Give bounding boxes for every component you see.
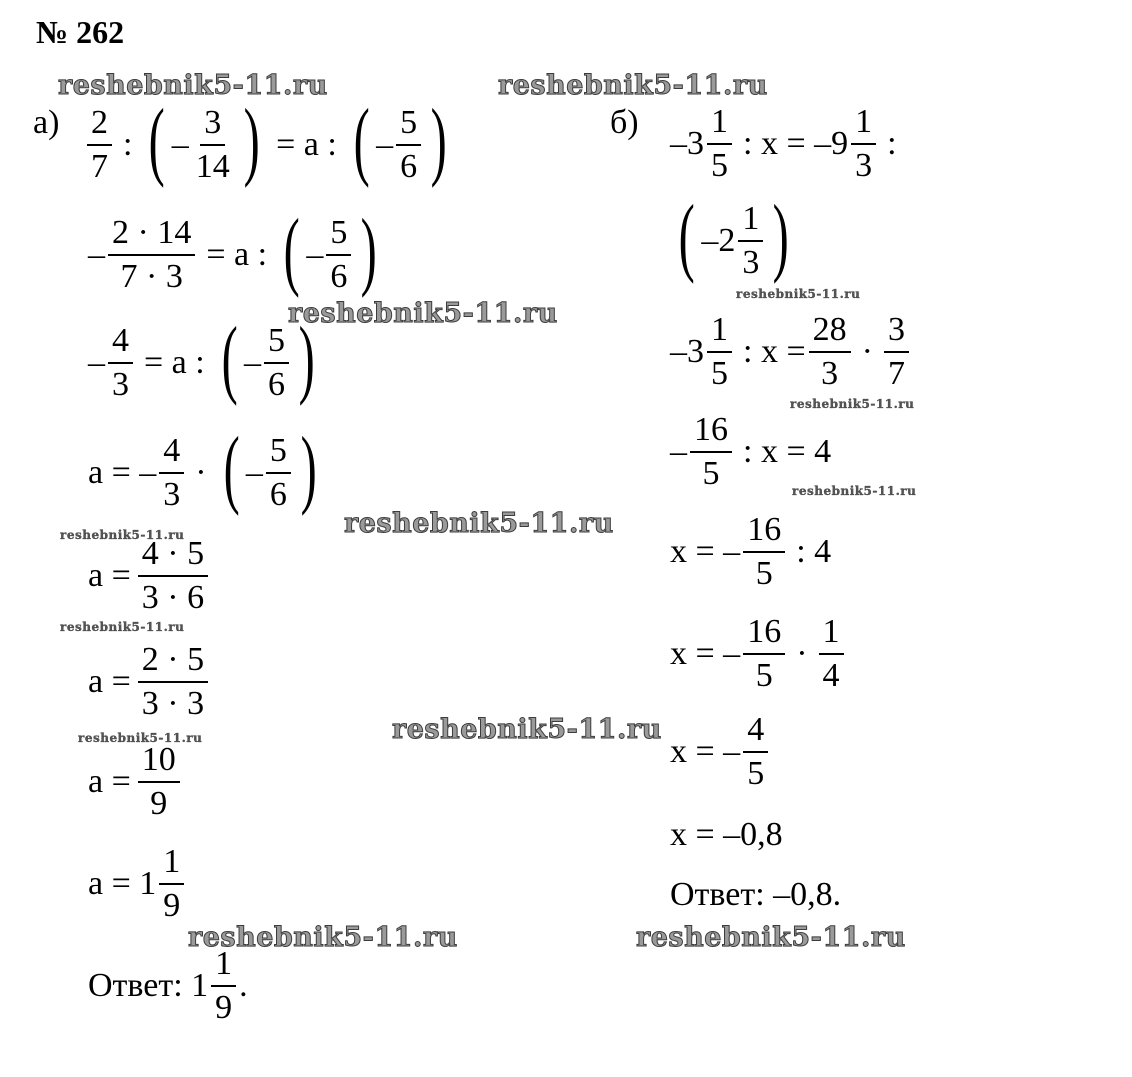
fraction: $\frac{1}{3}$ [851,104,876,183]
fraction: $\frac{2 \cdot 14}{7 \cdot 3}$ [108,215,195,294]
watermark: reshebnik5-11.ru [736,287,861,301]
part-a-line-1: $\frac{2}{7}$ : ( – $\frac{3}{14}$ ) = а : ( – $\frac{5}{6}$ ) [84,100,455,190]
watermark: reshebnik5-11.ru [792,484,917,498]
fraction: $\frac{16}{5}$ [743,512,785,591]
fraction: $\frac{2}{7}$ [87,105,112,184]
parenthesized-fraction: ( – $\frac{3}{14}$ ) [149,92,260,189]
watermark: reshebnik5-11.ru [636,922,906,953]
fraction: $\frac{28}{3}$ [809,312,851,391]
part-a-line-8: а = 1 $\frac{1}{9}$ [88,844,187,924]
watermark: reshebnik5-11.ru [498,70,768,101]
fraction: $\frac{4}{5}$ [743,712,768,791]
part-b-line-2 [670,188,798,286]
fraction: $\frac{4 \cdot 5}{3 \cdot 6}$ [138,536,208,615]
parenthesized-fraction: ( –2 $\frac{1}{3}$ ) [678,188,790,285]
part-a-line-3: – $\frac{4}{3}$ = а : ( – $\frac{5}{6}$ ) [88,318,323,408]
watermark: reshebnik5-11.ru [60,620,185,634]
fraction: $\frac{16}{5}$ [743,614,785,693]
parenthesized-fraction: ( – $\frac{5}{6}$ ) [221,310,315,407]
parenthesized-fraction: ( – $\frac{5}{6}$ ) [353,92,447,189]
part-b-line-3: –3 $\frac{1}{5}$ : х = $\frac{28}{3}$ · $\frac{3}{7}$ [670,312,912,392]
fraction: $\frac{10}{9}$ [138,742,180,821]
part-a-line-5: а = $\frac{4 \cdot 5}{3 \cdot 6}$ [88,536,211,616]
part-b-line-5: х = – $\frac{16}{5}$ : 4 [670,511,832,592]
watermark: reshebnik5-11.ru [392,714,662,745]
problem-number: № 262 [36,14,125,50]
part-a-answer: Ответ: 1 $\frac{1}{9}$ . [88,945,248,1026]
part-b-line-8: х = –0,8 [670,816,783,853]
fraction: $\frac{2 \cdot 5}{3 \cdot 3}$ [138,642,208,721]
part-a-line-7: а = $\frac{10}{9}$ [88,742,183,822]
part-b-line-6: х = – $\frac{16}{5}$ · $\frac{1}{4}$ [670,614,847,694]
parenthesized-fraction: ( – $\frac{5}{6}$ ) [223,420,317,517]
parenthesized-fraction: ( – $\frac{5}{6}$ ) [283,202,378,299]
fraction: $\frac{1}{9}$ [159,844,184,923]
watermark: reshebnik5-11.ru [188,922,458,953]
part-b-line-1: –3 $\frac{1}{5}$ : х = –9 $\frac{1}{3}$ : [670,103,897,184]
fraction: $\frac{1}{5}$ [707,104,732,183]
watermark: reshebnik5-11.ru [288,298,558,329]
fraction: $\frac{4}{3}$ [108,323,133,402]
watermark: reshebnik5-11.ru [58,70,328,101]
watermark: reshebnik5-11.ru [78,731,203,745]
part-b-label: б) [610,104,639,141]
watermark: reshebnik5-11.ru [344,508,614,539]
part-a-line-2: – $\frac{2 \cdot 14}{7 \cdot 3}$ = а : ( – $\frac{5}{6}$ ) [88,210,386,300]
fraction: $\frac{1}{4}$ [819,614,844,693]
watermark: reshebnik5-11.ru [60,528,185,542]
part-a-line-6: а = $\frac{2 \cdot 5}{3 \cdot 3}$ [88,642,211,722]
fraction: $\frac{1}{9}$ [211,946,236,1025]
part-b-line-7: х = – $\frac{4}{5}$ [670,712,771,792]
fraction: $\frac{4}{3}$ [159,433,184,512]
fraction: $\frac{16}{5}$ [690,412,732,491]
part-a-line-4: а = – $\frac{4}{3}$ · ( – $\frac{5}{6}$ ) [88,428,325,518]
part-b-answer: Ответ: –0,8. [670,876,842,913]
part-b-line-4: – $\frac{16}{5}$ : х = 4 [670,411,832,492]
part-a-label: а) [33,104,60,141]
fraction: $\frac{3}{7}$ [884,312,909,391]
fraction: $\frac{1}{5}$ [707,312,732,391]
watermark: reshebnik5-11.ru [790,397,915,411]
